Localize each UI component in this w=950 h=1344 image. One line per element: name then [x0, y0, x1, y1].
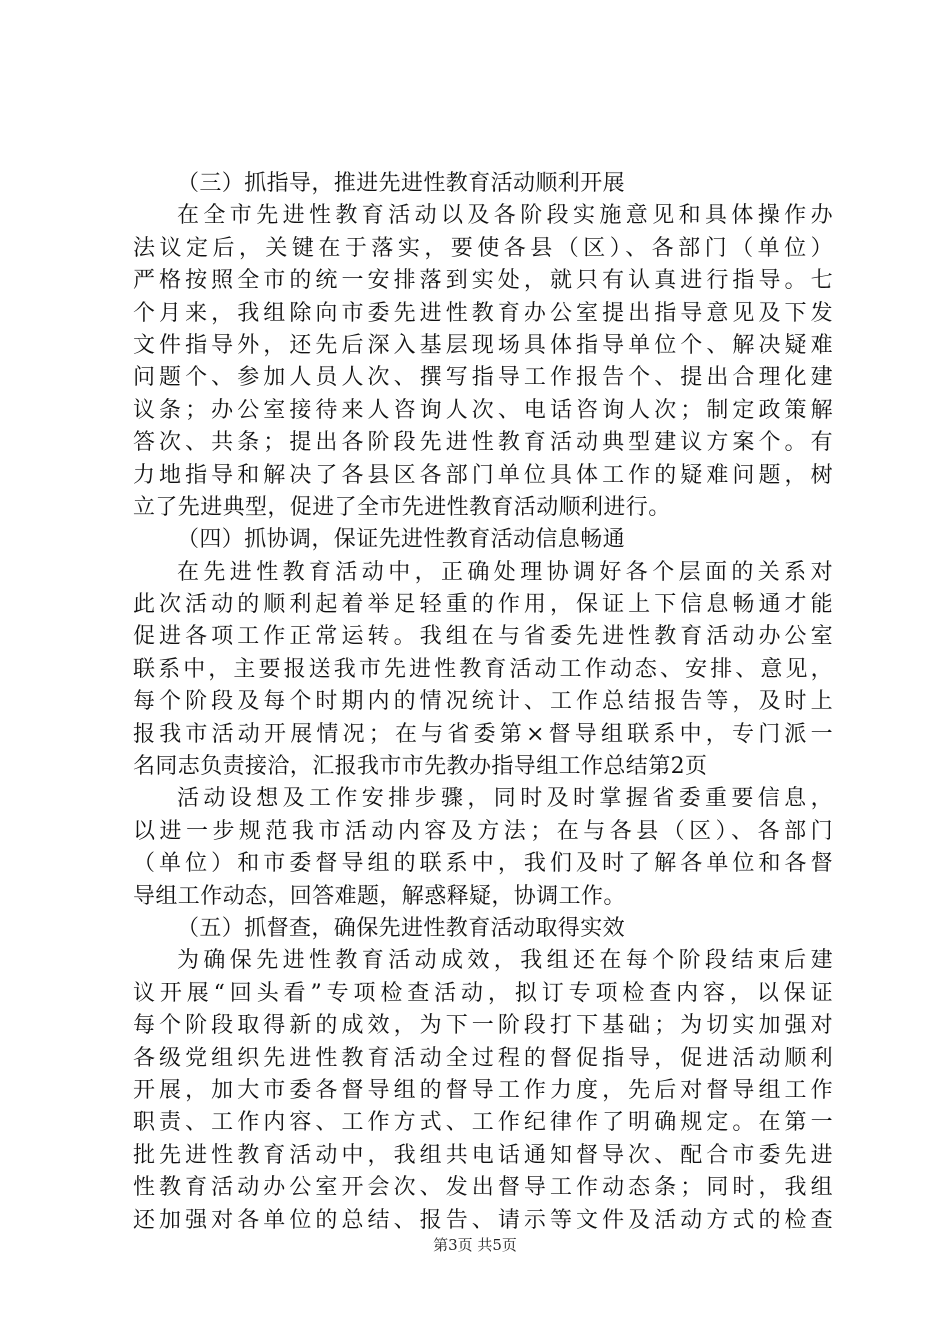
paragraph-line: 联系中，主要报送我市先进性教育活动工作动态、安排、意见，	[133, 656, 833, 682]
paragraph-line: 为确保先进性教育活动成效，我组还在每个阶段结束后建	[177, 948, 833, 974]
paragraph-line: 问题个、参加人员人次、撰写指导工作报告个、提出合理化建	[133, 365, 833, 391]
section-heading-4: （四）抓协调，保证先进性教育活动信息畅通	[177, 527, 626, 553]
paragraph-line: 促进各项工作正常运转。我组在与省委先进性教育活动办公室	[133, 624, 833, 650]
paragraph-line: 名同志负责接洽，汇报我市市先教办指导组工作总结第2页	[133, 754, 708, 780]
paragraph-line: 力地指导和解决了各县区各部门单位具体工作的疑难问题，树	[133, 462, 833, 488]
paragraph-line: 每个阶段取得新的成效，为下一阶段打下基础；为切实加强对	[133, 1013, 833, 1039]
paragraph-line: 立了先进典型，促进了全市先进性教育活动顺利进行。	[133, 494, 671, 520]
paragraph-line: 各级党组织先进性教育活动全过程的督促指导，促进活动顺利	[133, 1045, 833, 1071]
paragraph-line: 性教育活动办公室开会次、发出督导工作动态条；同时，我组	[133, 1175, 833, 1201]
paragraph-line: 活动设想及工作安排步骤，同时及时掌握省委重要信息，	[177, 786, 833, 812]
paragraph-line: 法议定后，关键在于落实，要使各县（区）、各部门（单位）	[133, 235, 833, 261]
paragraph-line: 批先进性教育活动中，我组共电话通知督导次、配合市委先进	[133, 1142, 833, 1168]
paragraph-line: 个月来，我组除向市委先进性教育办公室提出指导意见及下发	[133, 300, 833, 326]
paragraph-line: 职责、工作内容、工作方式、工作纪律作了明确规定。在第一	[133, 1110, 833, 1136]
document-body	[133, 168, 833, 1237]
section-heading-3: （三）抓指导，推进先进性教育活动顺利开展	[177, 171, 626, 196]
paragraph-line: 还加强对各单位的总结、报告、请示等文件及活动方式的检查	[133, 1207, 833, 1233]
section-heading-5: （五）抓督查，确保先进性教育活动取得实效	[177, 915, 626, 941]
paragraph-line: 报我市活动开展情况；在与省委第×督导组联系中，专门派一	[133, 721, 833, 747]
paragraph-line: 文件指导外，还先后深入基层现场具体指导单位个、解决疑难	[133, 332, 833, 358]
paragraph-line: 严格按照全市的统一安排落到实处，就只有认真进行指导。七	[133, 268, 833, 294]
paragraph-line: 此次活动的顺利起着举足轻重的作用，保证上下信息畅通才能	[133, 592, 833, 618]
page-footer: 第3页 共5页	[433, 1236, 517, 1254]
paragraph-line: 在先进性教育活动中，正确处理协调好各个层面的关系对	[177, 559, 833, 585]
paragraph-line: 答次、共条；提出各阶段先进性教育活动典型建议方案个。有	[133, 430, 833, 456]
paragraph-line: 在全市先进性教育活动以及各阶段实施意见和具体操作办	[177, 203, 833, 229]
paragraph-line: 以进一步规范我市活动内容及方法；在与各县（区）、各部门	[133, 818, 833, 844]
paragraph-line: 导组工作动态，回答难题，解惑释疑，协调工作。	[133, 883, 626, 909]
paragraph-line: 开展，加大市委各督导组的督导工作力度，先后对督导组工作	[133, 1077, 833, 1103]
paragraph-line: （单位）和市委督导组的联系中，我们及时了解各单位和各督	[133, 851, 833, 877]
paragraph-line: 议开展“回头看”专项检查活动，拟订专项检查内容，以保证	[133, 980, 833, 1006]
paragraph-line: 议条；办公室接待来人咨询人次、电话咨询人次；制定政策解	[133, 397, 833, 423]
paragraph-line: 每个阶段及每个时期内的情况统计、工作总结报告等，及时上	[133, 689, 833, 715]
